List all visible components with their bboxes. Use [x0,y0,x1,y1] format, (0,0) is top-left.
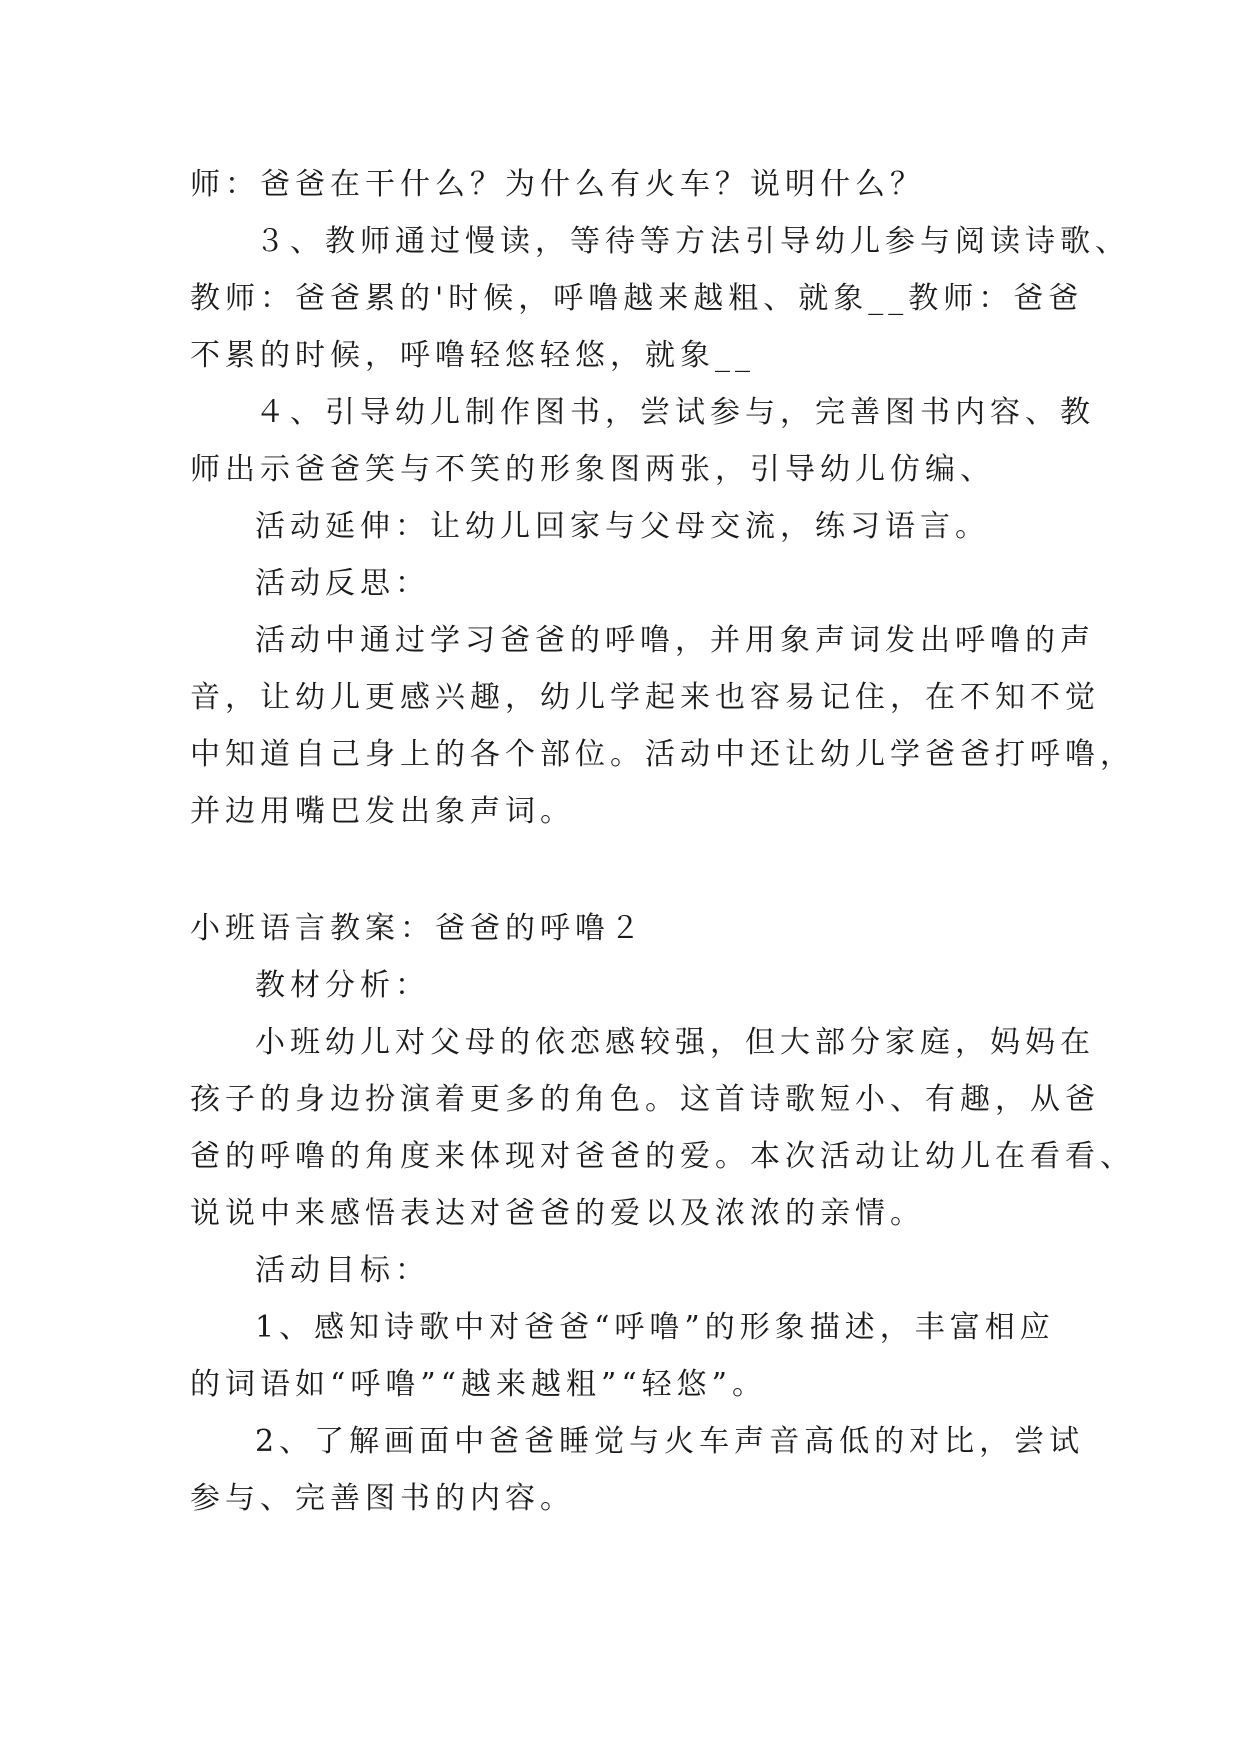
paragraph-line: 中知道自己身上的各个部位。活动中还让幼儿学爸爸打呼噜， [190,737,1135,772]
paragraph-line: 师：爸爸在干什么？为什么有火车？说明什么？ [190,167,925,202]
paragraph-line: 1、感知诗歌中对爸爸“呼噜”的形象描述，丰富相应 [255,1310,1055,1345]
paragraph-line: 音，让幼儿更感兴趣，幼儿学起来也容易记住，在不知不觉 [190,680,1100,715]
paragraph-line: 参与、完善图书的内容。 [190,1481,575,1516]
section-heading: 活动反思： [255,566,430,601]
paragraph-line: 小班幼儿对父母的依恋感较强，但大部分家庭，妈妈在 [255,1025,1095,1060]
paragraph-line: 爸的呼噜的角度来体现对爸爸的爱。本次活动让幼儿在看看、 [190,1139,1135,1174]
section-heading: 教材分析： [255,968,430,1003]
paragraph-line: 不累的时候，呼噜轻悠轻悠，就象__ [190,338,755,373]
paragraph-line: 孩子的身边扮演着更多的角色。这首诗歌短小、有趣，从爸 [190,1082,1100,1117]
paragraph-line: 活动延伸：让幼儿回家与父母交流，练习语言。 [255,509,990,544]
paragraph-line: 教师：爸爸累的'时候，呼噜越来越粗、就象__教师：爸爸 [190,281,1084,316]
paragraph-line: 活动中通过学习爸爸的呼噜，并用象声词发出呼噜的声 [255,623,1095,658]
section-heading: 活动目标： [255,1253,430,1288]
paragraph-line: 说说中来感悟表达对爸爸的爱以及浓浓的亲情。 [190,1196,925,1231]
paragraph-line: ４、引导幼儿制作图书，尝试参与，完善图书内容、教 [255,395,1095,430]
paragraph-line: ３、教师通过慢读，等待等方法引导幼儿参与阅读诗歌、 [255,224,1130,259]
paragraph-line: 师出示爸爸笑与不笑的形象图两张，引导幼儿仿编、 [190,452,995,487]
paragraph-line: 2、了解画面中爸爸睡觉与火车声音高低的对比，尝试 [255,1424,1085,1459]
document-title: 小班语言教案：爸爸的呼噜２ [190,911,645,946]
paragraph-line: 并边用嘴巴发出象声词。 [190,794,575,829]
paragraph-line: 的词语如“呼噜”“越来越粗”“轻悠”。 [190,1367,768,1402]
